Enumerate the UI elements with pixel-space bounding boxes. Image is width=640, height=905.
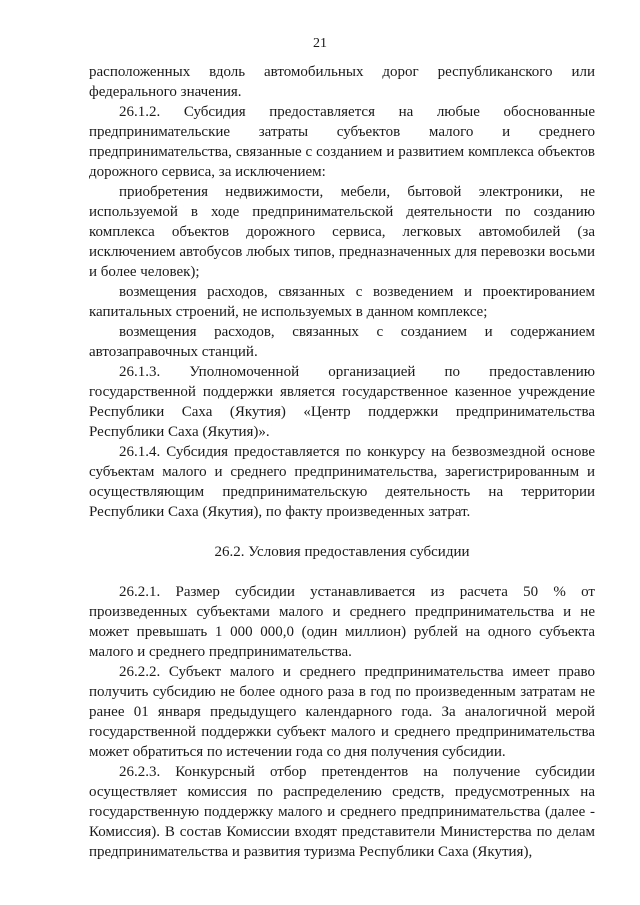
paragraph: возмещения расходов, связанных с созданием и содержанием автозаправочных станций. xyxy=(89,324,595,360)
paragraph: 26.1.3. Уполномоченной организацией по предоставлению государственной поддержки является государственное казенное учреждение Республики Саха (Якутия) «Центр поддержки предпринимательства Республики Саха (Якутия)». xyxy=(89,364,595,440)
paragraph: расположенных вдоль автомобильных дорог республиканского или федерального значения. xyxy=(89,64,595,100)
paragraph: 26.2.2. Субъект малого и среднего предпринимательства имеет право получить субсидию не более одного раза в год по произведенным затратам не ранее 01 января предыдущего календарного года. За аналогичной мерой государственной поддержки субъект малого и среднего предпринимательства может обратиться по истечении года со дня получения субсидии. xyxy=(89,664,595,760)
paragraph: 26.2.1. Размер субсидии устанавливается из расчета 50 % от произведенных субъектами малого и среднего предпринимательства и не может превышать 1 000 000,0 (один миллион) рублей на одного субъекта малого и среднего предпринимательства. xyxy=(89,584,595,660)
document-body xyxy=(89,62,595,862)
page-number: 21 xyxy=(313,36,327,51)
paragraph: приобретения недвижимости, мебели, бытовой электроники, не используемой в ходе предпринимательской деятельности по созданию комплекса объектов дорожного сервиса, легковых автомобилей (за исключением автобусов любых типов, предназначенных для перевозки восьми и более человек); xyxy=(89,184,595,280)
paragraph: 26.1.2. Субсидия предоставляется на любые обоснованные предпринимательские затраты субъектов малого и среднего предпринимательства, связанные с созданием и развитием комплекса объектов дорожного сервиса, за исключением: xyxy=(89,104,595,180)
section-title: 26.2. Условия предоставления субсидии xyxy=(214,544,470,560)
paragraph: 26.1.4. Субсидия предоставляется по конкурсу на безвозмездной основе субъектам малого и среднего предпринимательства, зарегистрированным и осуществляющим предпринимательскую деятельность на территории Республики Саха (Якутия), по факту произведенных затрат. xyxy=(89,444,595,520)
paragraph: 26.2.3. Конкурсный отбор претендентов на получение субсидии осуществляет комиссия по распределению средств, предусмотренных на государственную поддержку малого и среднего предпринимательства (далее - Комиссия). В состав Комиссии входят представители Министерства по делам предпринимательства и развития туризма Республики Саха (Якутия), xyxy=(89,764,595,860)
paragraph: возмещения расходов, связанных с возведением и проектированием капитальных строений, не используемых в данном комплексе; xyxy=(89,284,595,320)
